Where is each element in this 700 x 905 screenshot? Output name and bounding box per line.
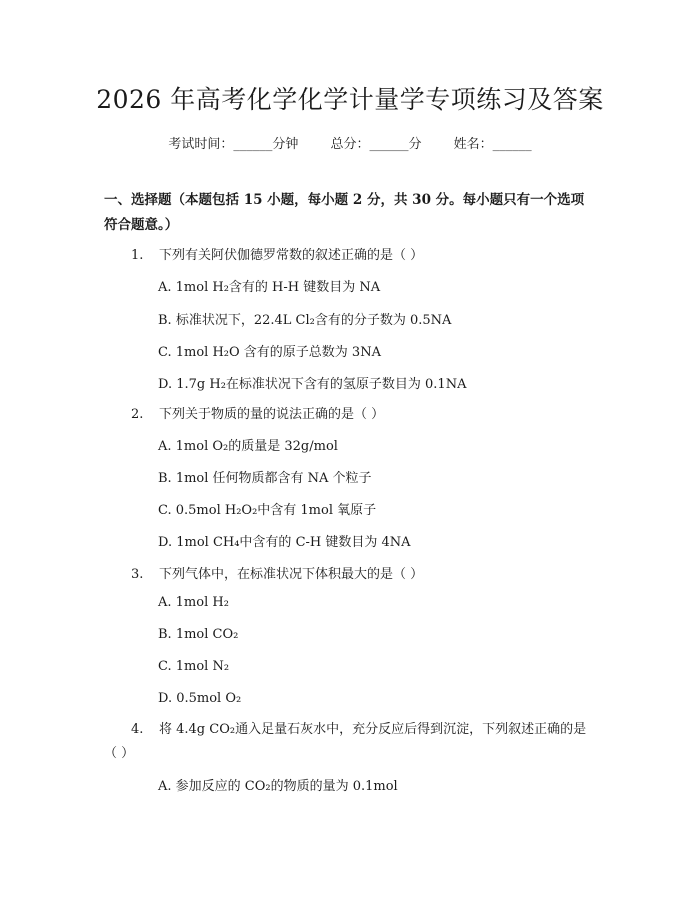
- q1-option-b: B. 标准状况下，22.4L Cl₂含有的分子数为 0.5NA: [158, 313, 452, 328]
- q1-option-c: C. 1mol H₂O 含有的原子总数为 3NA: [158, 345, 381, 360]
- q1-option-a: A. 1mol H₂含有的 H-H 键数目为 NA: [158, 280, 381, 295]
- page-title: 2026 年高考化学化学计量学专项练习及答案: [96, 85, 604, 114]
- question-number: 3.: [131, 567, 144, 582]
- q3-option-c: C. 1mol N₂: [158, 659, 230, 674]
- exam-time-field: 考试时间：______分钟: [168, 137, 299, 152]
- total-score-field: 总分：______分: [330, 137, 422, 152]
- q2-option-d: D. 1mol CH₄中含有的 C-H 键数目为 4NA: [158, 535, 411, 550]
- q3-option-a: A. 1mol H₂: [158, 595, 229, 610]
- question-number: 4.: [131, 722, 144, 737]
- section-heading: 一、选择题（本题包括 15 小题，每小题 2 分，共 30 分。每小题只有一个选项符合题意。）: [104, 192, 585, 233]
- student-name-field: 姓名：______: [453, 137, 532, 152]
- question-stem: 将 4.4g CO₂通入足量石灰水中，充分反应后得到沉淀，下列叙述正确的是（ ）: [104, 722, 587, 761]
- q2-option-c: C. 0.5mol H₂O₂中含有 1mol 氧原子: [158, 503, 377, 518]
- question-4: [104, 718, 594, 766]
- question-2: [131, 403, 384, 422]
- question-stem: 下列有关阿伏伽德罗常数的叙述正确的是（ ）: [159, 248, 424, 263]
- exam-meta: [0, 133, 700, 152]
- question-1: [131, 244, 423, 263]
- q1-option-d: D. 1.7g H₂在标准状况下含有的氢原子数目为 0.1NA: [158, 377, 467, 392]
- q4-option-a: A. 参加反应的 CO₂的物质的量为 0.1mol: [158, 779, 398, 794]
- q2-option-a: A. 1mol O₂的质量是 32g/mol: [158, 439, 338, 454]
- q2-option-b: B. 1mol 任何物质都含有 NA 个粒子: [158, 471, 372, 486]
- q3-option-b: B. 1mol CO₂: [158, 627, 239, 642]
- question-stem: 下列关于物质的量的说法正确的是（ ）: [159, 407, 385, 422]
- question-stem: 下列气体中，在标准状况下体积最大的是（ ）: [159, 567, 424, 582]
- question-number: 2.: [131, 407, 144, 422]
- q3-option-d: D. 0.5mol O₂: [158, 691, 242, 706]
- question-3: [131, 563, 423, 582]
- question-number: 1.: [131, 248, 144, 263]
